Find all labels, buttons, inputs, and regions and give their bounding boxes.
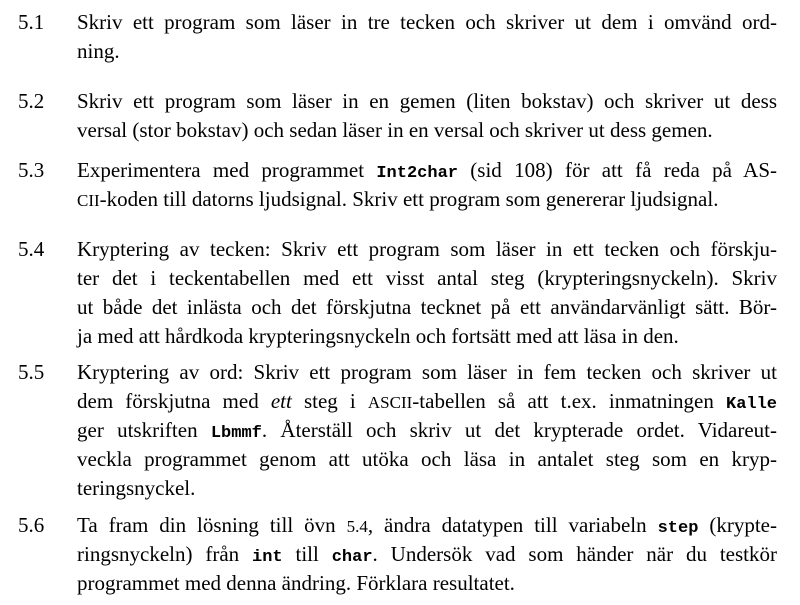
abbreviation: CII	[77, 191, 100, 210]
text-segment: Experimentera med programmet	[77, 158, 377, 182]
text-segment: (krypte-	[698, 513, 777, 537]
text-segment: dem förskjutna med	[77, 389, 271, 413]
exercise-text-line	[77, 416, 777, 448]
text-segment: . Undersök vad som händer när du testkör	[372, 542, 777, 566]
text-segment: Ta fram din lösning till övn	[77, 513, 347, 537]
exercise-text-line: Skriv ett program som läser in en gemen (liten bokstav) och skriver ut dess	[77, 89, 777, 113]
code-kalle: Kalle	[726, 395, 778, 414]
emphasis: ett	[270, 389, 292, 413]
text-segment: ringsnyckeln) från	[77, 542, 253, 566]
text-segment: steg i	[291, 389, 368, 413]
exercise-text-line	[77, 387, 777, 419]
exercise-text-line: programmet med denna ändring. Förklara resultatet.	[77, 571, 515, 595]
exercise-text-line: ja med att hårdkoda krypteringsnyckeln och fortsätt med att läsa in den.	[77, 324, 679, 348]
text-segment: -koden till datorns ljudsignal. Skriv ett program som genererar ljudsignal.	[99, 187, 719, 211]
code-step: step	[657, 519, 699, 538]
code-lbmmf: Lbmmf	[210, 424, 262, 443]
exercise-number: 5.2	[18, 89, 45, 113]
exercise-text-line: ut både det inlästa och det förskjutna tecknet på ett användarvänligt sätt. Bör-	[77, 295, 777, 319]
exercise-number: 5.1	[18, 10, 45, 34]
exercise-number: 5.6	[18, 513, 45, 537]
exercise-number: 5.4	[18, 237, 45, 261]
exercise-text-line: versal (stor bokstav) och sedan läser in en versal och skriver ut dess gemen.	[77, 118, 713, 142]
exercise-text-line	[77, 156, 777, 188]
exercise-text-line: Kryptering av ord: Skriv ett program som läser in fem tecken och skriver ut	[77, 360, 777, 384]
exercise-text-line: Kryptering av tecken: Skriv ett program som läser in ett tecken och förskju-	[77, 237, 777, 261]
exercise-number: 5.5	[18, 360, 45, 384]
exercise-text-line	[77, 185, 777, 215]
abbreviation: ASCII	[367, 393, 413, 412]
exercise-text-line: Skriv ett program som läser in tre tecken och skriver ut dem i omvänd ord-	[77, 10, 777, 34]
exercise-text-line: ter det i teckentabellen med ett visst antal steg (krypteringsnyckeln). Skriv	[77, 266, 777, 290]
exercise-text-line: teringsnyckel.	[77, 476, 196, 500]
exercise-text-line	[77, 540, 777, 572]
code-int2char: Int2char	[376, 164, 458, 183]
exercise-text-line: ning.	[77, 39, 120, 63]
text-segment: till	[282, 542, 332, 566]
exercise-text-line	[77, 511, 777, 543]
exercise-reference: 5.4	[346, 517, 368, 536]
text-segment: ger utskriften	[77, 418, 211, 442]
exercise-text-line: veckla programmet genom att utöka och läsa in antalet steg som en kryp-	[77, 447, 777, 471]
text-segment: , ändra datatypen till variabeln	[367, 513, 658, 537]
text-segment: (sid 108) för att få reda på AS-	[457, 158, 777, 182]
exercise-number: 5.3	[18, 158, 45, 182]
text-segment: . Återställ och skriv ut det krypterade ordet. Vidareut-	[261, 418, 777, 442]
code-int: int	[252, 548, 283, 567]
code-char: char	[331, 548, 373, 567]
text-segment: -tabellen så att t.ex. inmatningen	[412, 389, 726, 413]
